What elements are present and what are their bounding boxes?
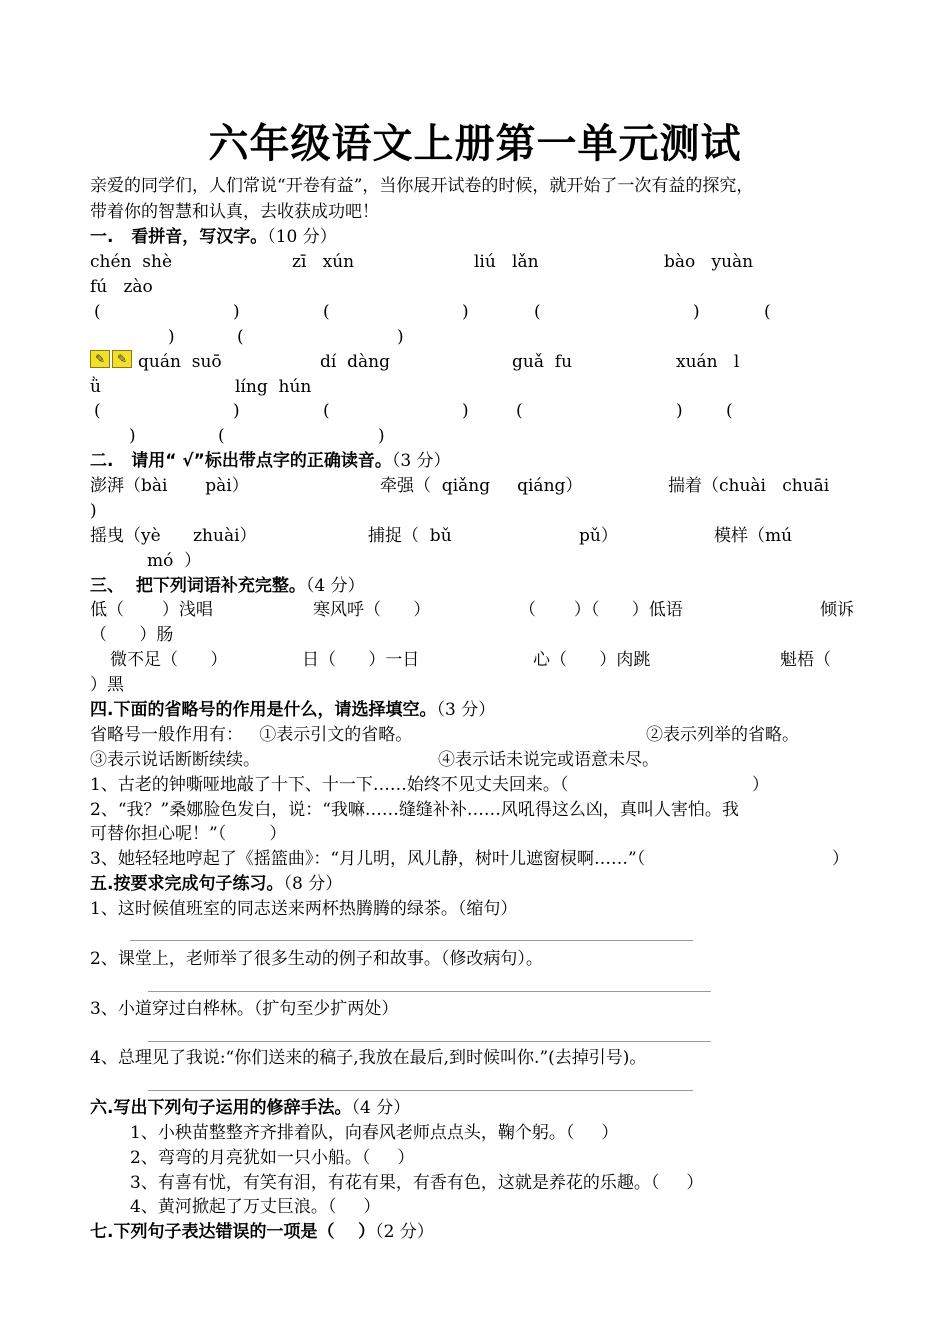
answer-bracket: ) (233, 401, 240, 421)
reading-item-6: 模样（mú (714, 526, 793, 546)
answer-bracket: ) (462, 302, 469, 322)
section-4-title: 四.下面的省略号的作用是什么，请选择填空。 (90, 700, 437, 720)
answer-bracket: ) (233, 302, 240, 322)
answer-bracket: ) (462, 401, 469, 421)
answer-bracket: ( (323, 302, 330, 322)
answer-bracket: ) (676, 401, 683, 421)
section-2-title: 二. 请用“ √”标出带点字的正确读音。 (90, 451, 392, 471)
pencil-icon: ✎ (112, 350, 132, 368)
section-5-title: 五.按要求完成句子练习。 (90, 874, 284, 894)
section-6-heading (90, 1096, 410, 1120)
section-3-title: 三、 把下列词语补充完整。 (90, 576, 306, 596)
rhetoric-question-2: 2、弯弯的月亮犹如一只小船。（ ） (130, 1148, 415, 1168)
section-7-title: 七.下列句子表达错误的一项是（ ） (90, 1222, 376, 1242)
idiom-item-6: 日（ ）一日 (302, 650, 420, 670)
reading-item-4: 摇曳（yè zhuài） (90, 526, 257, 546)
answer-line[interactable] (130, 940, 693, 941)
answer-bracket: ( (726, 401, 733, 421)
reading-item-6-end: mó ） (147, 551, 202, 571)
pinyin-2-6: líng hún (235, 377, 312, 397)
pinyin-1-3: liú lǎn (474, 252, 539, 272)
idiom-item-4: 倾诉 (820, 600, 854, 620)
pinyin-1-5: fú zào (90, 277, 153, 297)
section-7-points: （2 分） (375, 1222, 434, 1242)
idiom-item-1: 低（ ）浅唱 (90, 600, 213, 620)
answer-bracket: ) (378, 426, 385, 446)
answer-line[interactable] (148, 1090, 693, 1091)
ellipsis-question-2: 2、“我？”桑娜脸色发白，说：“我嘛……缝缝补补……风吼得这么凶，真叫人害怕。我 (90, 800, 739, 820)
idiom-item-4-end: （ ）肠 (90, 625, 174, 645)
sentence-question-3: 3、小道穿过白桦林。（扩句至少扩两处） (90, 999, 399, 1019)
idiom-item-2: 寒风呼（ ） (313, 600, 431, 620)
answer-bracket: ) (693, 302, 700, 322)
reading-item-5: 捕捉（ bǔ (368, 526, 452, 546)
reading-item-2: 牵强（ qiǎng qiáng） (380, 476, 583, 496)
idiom-item-8-end: ）黑 (90, 675, 124, 695)
pinyin-2-2: dí dàng (320, 352, 390, 372)
ellipsis-options-3: ③表示说话断断续续。 (90, 750, 260, 770)
pinyin-1-4: bào yuàn (664, 252, 754, 272)
pinyin-2-4: xuán l (676, 352, 740, 372)
ellipsis-question-3: 3、她轻轻地哼起了《摇篮曲》：“月儿明，风儿静，树叶儿遮窗棂啊……”（ (90, 849, 646, 869)
pencil-icon: ✎ (90, 350, 110, 368)
answer-bracket: ( (94, 401, 101, 421)
idiom-item-5: 微不足（ ） (110, 650, 228, 670)
section-6-points: （4 分） (351, 1098, 411, 1118)
section-3-points: （4 分） (305, 576, 365, 596)
section-1-title: 一. 看拼音，写汉字。 (90, 227, 268, 247)
idiom-item-3: （ ）（ ）低语 (519, 600, 683, 620)
answer-bracket: ( (516, 401, 523, 421)
idiom-item-8: 魁梧（ (780, 650, 831, 670)
ellipsis-options-1: 省略号一般作用有： ①表示引文的省略。 (90, 725, 413, 745)
ellipsis-options-2: ②表示列举的省略。 (646, 725, 799, 745)
pinyin-2-5: ǜ (90, 377, 101, 397)
reading-item-1: 澎湃（bài pài） (90, 476, 249, 496)
answer-bracket: ( (534, 302, 541, 322)
sentence-question-2: 2、课堂上，老师举了很多生动的例子和故事。（修改病句）。 (90, 949, 543, 969)
intro-line-1: 亲爱的同学们，人们常说“开卷有益”，当你展开试卷的时候，就开始了一次有益的探究， (90, 176, 754, 196)
answer-bracket: ( (218, 426, 225, 446)
section-5-heading (90, 872, 342, 896)
answer-bracket: ( (237, 327, 244, 347)
pinyin-2-1: quán suō (138, 352, 222, 372)
section-7-heading (90, 1220, 434, 1244)
pinyin-2-3: guǎ fu (512, 352, 573, 372)
ellipsis-question-2-end: 可替你担心呢！”（ ） (90, 824, 287, 844)
rhetoric-question-4: 4、黄河掀起了万丈巨浪。（ ） (130, 1197, 381, 1217)
answer-bracket: ) (168, 327, 175, 347)
section-5-points: （8 分） (283, 874, 343, 894)
ellipsis-question-3-end: ） (832, 849, 849, 869)
section-2-heading (90, 449, 451, 473)
rhetoric-question-3: 3、有喜有忧，有笑有泪，有花有果，有香有色，这就是养花的乐趣。（ ） (130, 1173, 704, 1193)
section-4-heading (90, 698, 495, 722)
idiom-item-7: 心（ ）肉跳 (533, 650, 651, 670)
section-2-points: （3 分） (391, 451, 451, 471)
ellipsis-question-1-end: ） (752, 775, 769, 795)
answer-bracket: ( (323, 401, 330, 421)
section-1-heading (90, 225, 337, 249)
section-6-title: 六.写出下列句子运用的修辞手法。 (90, 1098, 352, 1118)
section-4-points: （3 分） (436, 700, 496, 720)
rhetoric-question-1: 1、小秧苗整整齐齐排着队，向春风老师点点头，鞠个躬。（ ） (130, 1123, 619, 1143)
answer-bracket: ) (129, 426, 136, 446)
section-3-heading (90, 574, 365, 598)
sentence-question-4: 4、总理见了我说:“你们送来的稿子,我放在最后,到时候叫你.”(去掉引号)。 (90, 1048, 647, 1068)
reading-item-5-end: pǔ） (579, 526, 618, 546)
page-title: 六年级语文上册第一单元测试 (208, 121, 742, 167)
intro-line-2: 带着你的智慧和认真，去收获成功吧！ (90, 202, 379, 222)
answer-line[interactable] (148, 1041, 711, 1042)
answer-bracket: ) (397, 327, 404, 347)
sentence-question-1: 1、这时候值班室的同志送来两杯热腾腾的绿茶。（缩句） (90, 899, 518, 919)
answer-bracket: ( (764, 302, 771, 322)
ellipsis-question-1: 1、古老的钟嘶哑地敲了十下、十一下……始终不见丈夫回来。（ (90, 775, 569, 795)
section-1-points: （10 分） (267, 227, 337, 247)
pencil-icon (90, 350, 136, 368)
pinyin-1-1: chén shè (90, 252, 173, 272)
reading-item-3-end: ) (90, 501, 97, 521)
ellipsis-options-4: ④表示话未说完或语意未尽。 (438, 750, 659, 770)
answer-line[interactable] (148, 991, 711, 992)
answer-bracket: ( (94, 302, 101, 322)
pinyin-1-2: zī xún (292, 252, 355, 272)
reading-item-3: 揣着（chuài chuāi (668, 476, 830, 496)
